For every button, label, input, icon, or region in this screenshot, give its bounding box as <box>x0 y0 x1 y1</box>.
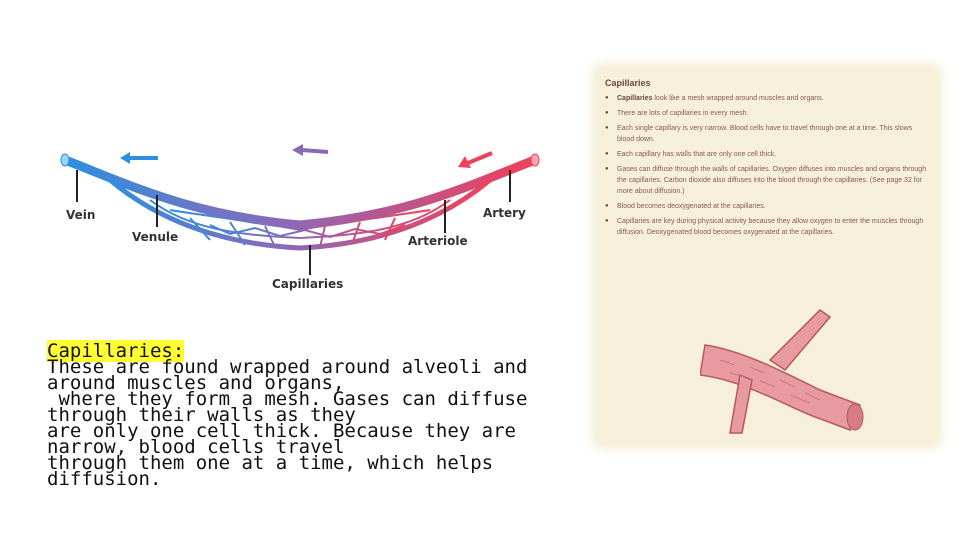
arrow-left-purple-icon <box>292 144 328 156</box>
text-line: where they form a mesh. Gases can diffuse <box>47 388 528 410</box>
vein-label: Vein <box>66 208 96 222</box>
arrow-left-red-icon <box>458 153 492 168</box>
text-line: are only one cell thick. Because they are <box>47 420 516 442</box>
text-line: narrow, blood cells travel <box>47 436 345 458</box>
panel-bullet <box>603 164 928 197</box>
venule-label: Venule <box>132 230 179 244</box>
text-line: around muscles and organs, <box>47 372 345 394</box>
main-vessel <box>65 160 535 225</box>
panel-bullet <box>603 216 928 238</box>
capillary-network-diagram <box>40 130 560 300</box>
panel-bullet <box>603 149 928 160</box>
panel-bullet <box>603 93 928 104</box>
vein-end <box>61 154 69 166</box>
panel-bullet-text: look like a mesh wrapped around muscles and organs. <box>652 95 824 102</box>
artery-label: Artery <box>483 206 526 220</box>
text-line: through their walls as they <box>47 404 356 426</box>
panel-bullet <box>603 201 928 212</box>
panel-bullet-text: There are lots of capillaries in every mesh. <box>617 110 749 117</box>
panel-bullet-text: Each single capillary is very narrow. Blood cells have to travel through one at a time. This slows blood down. <box>617 125 913 143</box>
body-text <box>47 340 567 490</box>
panel-bullet-bold: Capillaries <box>617 95 653 102</box>
panel-bullet <box>603 108 928 119</box>
text-line: diffusion. <box>47 468 162 490</box>
artery-end <box>531 154 539 166</box>
panel-bullet-text: Each capillary has walls that are only one cell thick. <box>617 151 777 158</box>
text-line: These are found wrapped around alveoli and <box>47 356 528 378</box>
panel-bullet-text: Gases can diffuse through the walls of capillaries. Oxygen diffuses into muscles and organs through the capillaries. Carbon dioxide also diffuses into the blood through the capillaries. (See page 32 for more about diffusion.) <box>617 166 927 195</box>
capillary-illustration <box>700 305 870 435</box>
capillaries-label: Capillaries <box>272 277 344 291</box>
text-heading: Capillaries: <box>47 340 185 362</box>
text-line: through them one at a time, which helps <box>47 452 494 474</box>
arrow-left-blue-icon <box>120 152 158 164</box>
panel-bullet <box>603 123 928 145</box>
arteriole-label: Arteriole <box>408 234 468 248</box>
panel-bullet-text: Capillaries are key during physical activity because they allow oxygen to enter the muscles through diffusion. Deoxygenated blood becomes oxygenated at the capillaries. <box>617 218 924 236</box>
panel-title: Capillaries <box>605 78 651 88</box>
panel-bullet-list <box>603 93 928 242</box>
panel-bullet-text: Blood becomes deoxygenated at the capillaries. <box>617 203 766 210</box>
textbook-panel <box>597 68 937 444</box>
